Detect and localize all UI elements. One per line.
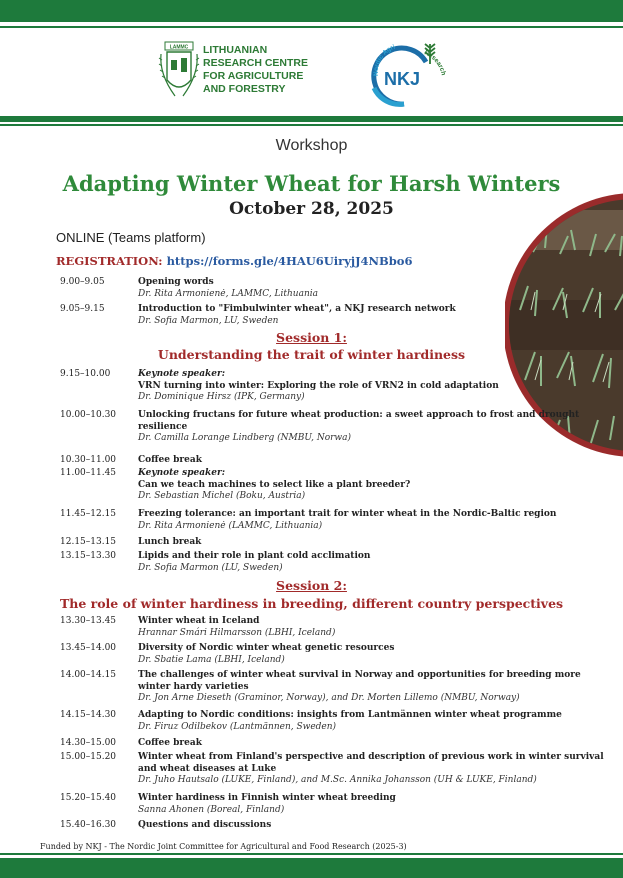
- row-title: Introduction to "Fimbulwinter wheat", a NKJ research network: [138, 304, 456, 314]
- session-1-label: Session 1:: [276, 330, 347, 345]
- row-time: 9.05–9.15: [60, 304, 105, 314]
- row-speaker: Dr. Rita Armonienė, LAMMC, Lithuania: [138, 288, 319, 299]
- row-time: 9.15–10.00: [60, 369, 111, 379]
- row-title: Opening words: [138, 277, 214, 287]
- event-title: Adapting Winter Wheat for Harsh Winters: [62, 171, 561, 196]
- keynote-label: Keynote speaker:: [138, 468, 226, 478]
- row-title: Coffee break: [138, 738, 202, 748]
- row-title: Winter wheat in Iceland: [138, 616, 260, 626]
- lammc-name: LITHUANIAN RESEARCH CENTRE FOR AGRICULTURE AND FORESTRY: [203, 44, 309, 95]
- row-speaker: Dr. Sofia Marmon (LU, Sweden): [138, 562, 283, 573]
- row-time: 14.30–15.00: [60, 738, 117, 748]
- header-green-stripe: [0, 124, 623, 126]
- session-1-title: Understanding the trait of winter hardiness: [157, 347, 466, 362]
- lammc-logo: [157, 40, 317, 104]
- row-speaker: Dr. Firuz Odilbekov (Lantmännen, Sweden): [138, 721, 337, 732]
- event-date: October 28, 2025: [229, 199, 394, 219]
- row-speaker: Dr. Rita Armonienė (LAMMC, Lithuania): [138, 520, 323, 531]
- funding-note: Funded by NKJ - The Nordic Joint Committee for Agricultural and Food Research (2025-3): [40, 842, 407, 851]
- row-title: VRN turning into winter: Exploring the role of VRN2 in cold adaptation: [138, 380, 499, 391]
- row-title: Lunch break: [138, 537, 202, 547]
- row-title: Winter hardiness in Finnish winter wheat breeding: [138, 793, 396, 803]
- row-time: 14.15–14.30: [60, 710, 117, 720]
- row-title: Freezing tolerance: an important trait for winter wheat in the Nordic-Baltic region: [138, 509, 557, 519]
- row-title: Can we teach machines to select like a plant breeder?: [138, 479, 411, 490]
- footer-green-bar: [0, 858, 623, 878]
- registration-link[interactable]: https://forms.gle/4HAU6UiryjJ4NBbo6: [166, 254, 413, 268]
- row-speaker: Dr. Sbatie Lama (LBHI, Iceland): [138, 654, 285, 665]
- row-speaker: Dr. Jon Arne Dieseth (Graminor, Norway), and Dr. Morten Lillemo (NMBU, Norway): [138, 693, 520, 703]
- row-title: Lipids and their role in plant cold acclimation: [138, 551, 371, 561]
- nkj-arc-top: Nordic Agri: [372, 43, 397, 77]
- registration-label: REGISTRATION:: [56, 254, 163, 268]
- nkj-letters: NKJ: [383, 69, 421, 89]
- row-time: 15.00–15.20: [60, 752, 117, 762]
- row-time: 14.00–14.15: [60, 670, 117, 680]
- footer-stripe: [0, 853, 623, 855]
- nkj-arc-right: Research: [423, 49, 447, 77]
- row-time: 15.20–15.40: [60, 793, 117, 803]
- keynote-label: Keynote speaker:: [138, 369, 226, 379]
- top-green-bar: [0, 0, 623, 22]
- lammc-emblem-icon: [157, 40, 201, 102]
- row-speaker: Sanna Ahonen (Boreal, Finland): [138, 804, 285, 815]
- row-time: 11.45–12.15: [60, 509, 117, 519]
- session-2-title: The role of winter hardiness in breeding, different country perspectives: [59, 596, 564, 611]
- row-time: 12.15–13.15: [60, 537, 117, 547]
- row-speaker: Dr. Camilla Lorange Lindberg (NMBU, Norwa): [138, 433, 352, 443]
- row-title: Questions and discussions: [138, 820, 272, 830]
- row-time: 15.40–16.30: [60, 820, 117, 830]
- lammc-badge-text: LAMMC: [169, 44, 189, 51]
- row-time: 13.15–13.30: [60, 551, 117, 561]
- row-speaker: Hrannar Smári Hilmarsson (LBHI, Iceland): [138, 627, 336, 638]
- row-time: 10.00–10.30: [60, 410, 117, 420]
- row-time: 13.30–13.45: [60, 616, 117, 626]
- row-time: 11.00–11.45: [60, 468, 117, 478]
- row-title: Coffee break: [138, 455, 202, 465]
- row-time: 9.00–9.05: [60, 277, 105, 287]
- nkj-logo: [364, 36, 448, 112]
- top-stripe: [0, 22, 623, 28]
- row-time: 10.30–11.00: [60, 455, 117, 465]
- registration: [56, 254, 412, 268]
- session-2-label: Session 2:: [276, 578, 347, 593]
- row-speaker: Dr. Sofia Marmon, LU, Sweden: [138, 315, 279, 326]
- nkj-emblem-icon: [364, 36, 448, 112]
- row-speaker: Dr. Sebastian Michel (Boku, Austria): [138, 491, 306, 501]
- event-type: Workshop: [275, 137, 348, 154]
- header-green-bar: [0, 116, 623, 122]
- row-speaker: Dr. Juho Hautsalo (LUKE, Finland), and M.Sc. Annika Johansson (UH & LUKE, Finland): [138, 775, 537, 785]
- row-speaker: Dr. Dominique Hirsz (IPK, Germany): [138, 392, 305, 402]
- row-title: Diversity of Nordic winter wheat genetic resources: [138, 643, 395, 653]
- row-time: 13.45–14.00: [60, 643, 117, 653]
- event-platform: ONLINE (Teams platform): [56, 230, 206, 245]
- row-title: The challenges of winter wheat survival in Norway and opportunities for breeding more winter hardy varieties: [138, 670, 581, 692]
- row-title: Winter wheat from Finland's perspective and description of previous work in winter survival and wheat diseases at Luke: [138, 752, 604, 774]
- row-title: Unlocking fructans for future wheat production: a sweet approach to frost and drought resilience: [138, 410, 580, 432]
- row-title: Adapting to Nordic conditions: insights from Lantmännen winter wheat programme: [138, 710, 562, 720]
